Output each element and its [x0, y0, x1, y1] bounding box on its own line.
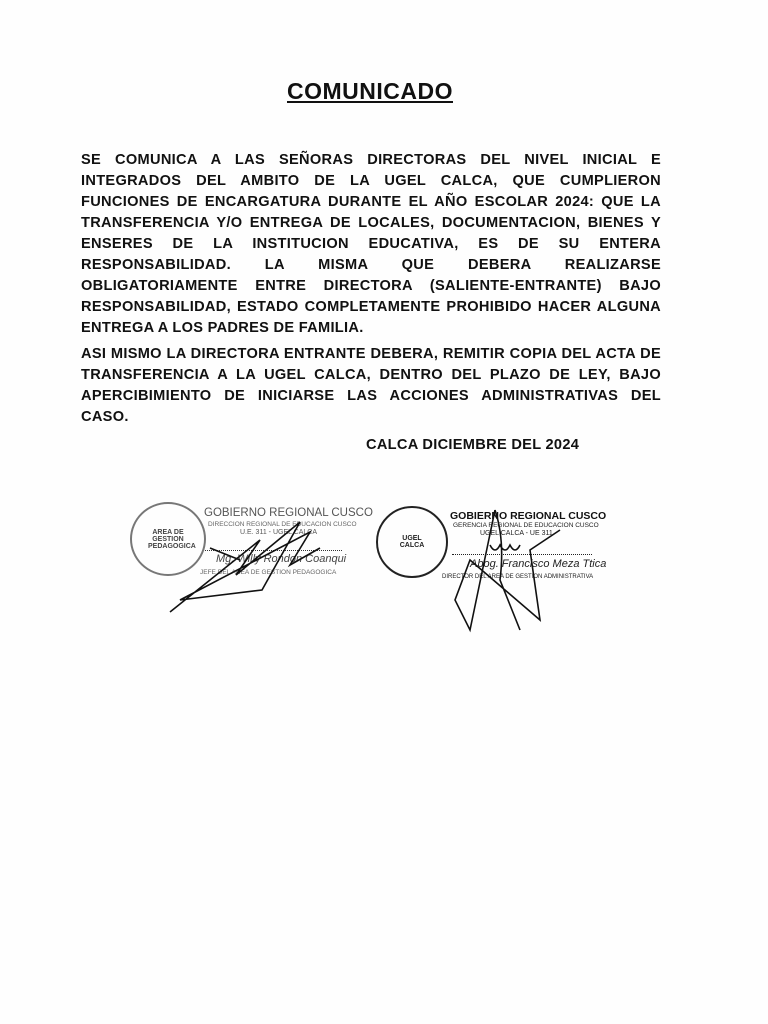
document-title: COMUNICADO — [287, 78, 453, 104]
date-line: CALCA DICIEMBRE DEL 2024 — [366, 437, 580, 453]
stamp-line: GERENCIA REGIONAL DE EDUCACION CUSCO — [453, 522, 599, 529]
stamp-line: U.E. 311 - UGEL CALCA — [240, 529, 318, 536]
signer-role: DIRECTOR DEL AREA DE GESTION ADMINISTRATIVA — [442, 574, 594, 580]
signer-name: Abog. Francisco Meza Ttica — [470, 558, 607, 570]
stamp-line: GOBIERNO REGIONAL CUSCO — [204, 507, 373, 519]
stamp-line: GOBIERNO REGIONAL CUSCO — [450, 510, 607, 522]
signer-name: Mg. Willy Rondon Coanqui — [216, 553, 347, 565]
stamp-line: DIRECCION REGIONAL DE EDUCACION CUSCO — [208, 521, 357, 528]
signature-icon — [0, 0, 1, 1]
seal-icon: AREA DE GESTION PEDAGOGICA — [130, 502, 206, 576]
paragraph-1: SE COMUNICA A LAS SEÑORAS DIRECTORAS DEL NIVEL INICIAL E INTEGRADOS DEL AMBITO DE LA UGEL CALCA, QUE CUMPLIERON FUNCIONES DE ENCARGATURA DURANTE EL AÑO ESCOLAR 2024: QUE LA TRANSFERENCIA Y/O ENTREGA DE LOCALES, DOCUMENTACION, BIENES Y ENSERES DE LA INSTITUCION EDUCATIVA, ES DE SU ENTERA RESPONSABILIDAD. LA MISMA QUE DEBERA REALIZARSE OBLIGATORIAMENTE ENTRE DIRECTORA (SALIENTE-ENTRANTE) BAJO RESPONSABILIDAD, ESTADO COMPLETAMENTE PROHIBIDO HACER ALGUNA ENTREGA A LOS PADRES DE FAMILIA. — [81, 152, 661, 336]
paragraph-2: ASI MISMO LA DIRECTORA ENTRANTE DEBERA, REMITIR COPIA DEL ACTA DE TRANSFERENCIA A LA UGEL CALCA, DENTRO DEL PLAZO DE LEY, BAJO APERCIBIMIENTO DE INICIARSE LAS ACCIONES ADMINISTRATIVAS DEL CASO. — [81, 346, 661, 425]
seal-icon: UGEL CALCA — [376, 506, 448, 578]
signer-role: JEFE DEL AREA DE GESTION PEDAGOGICA — [200, 569, 337, 576]
stamp-line: UGEL CALCA - UE 311 — [480, 530, 553, 537]
